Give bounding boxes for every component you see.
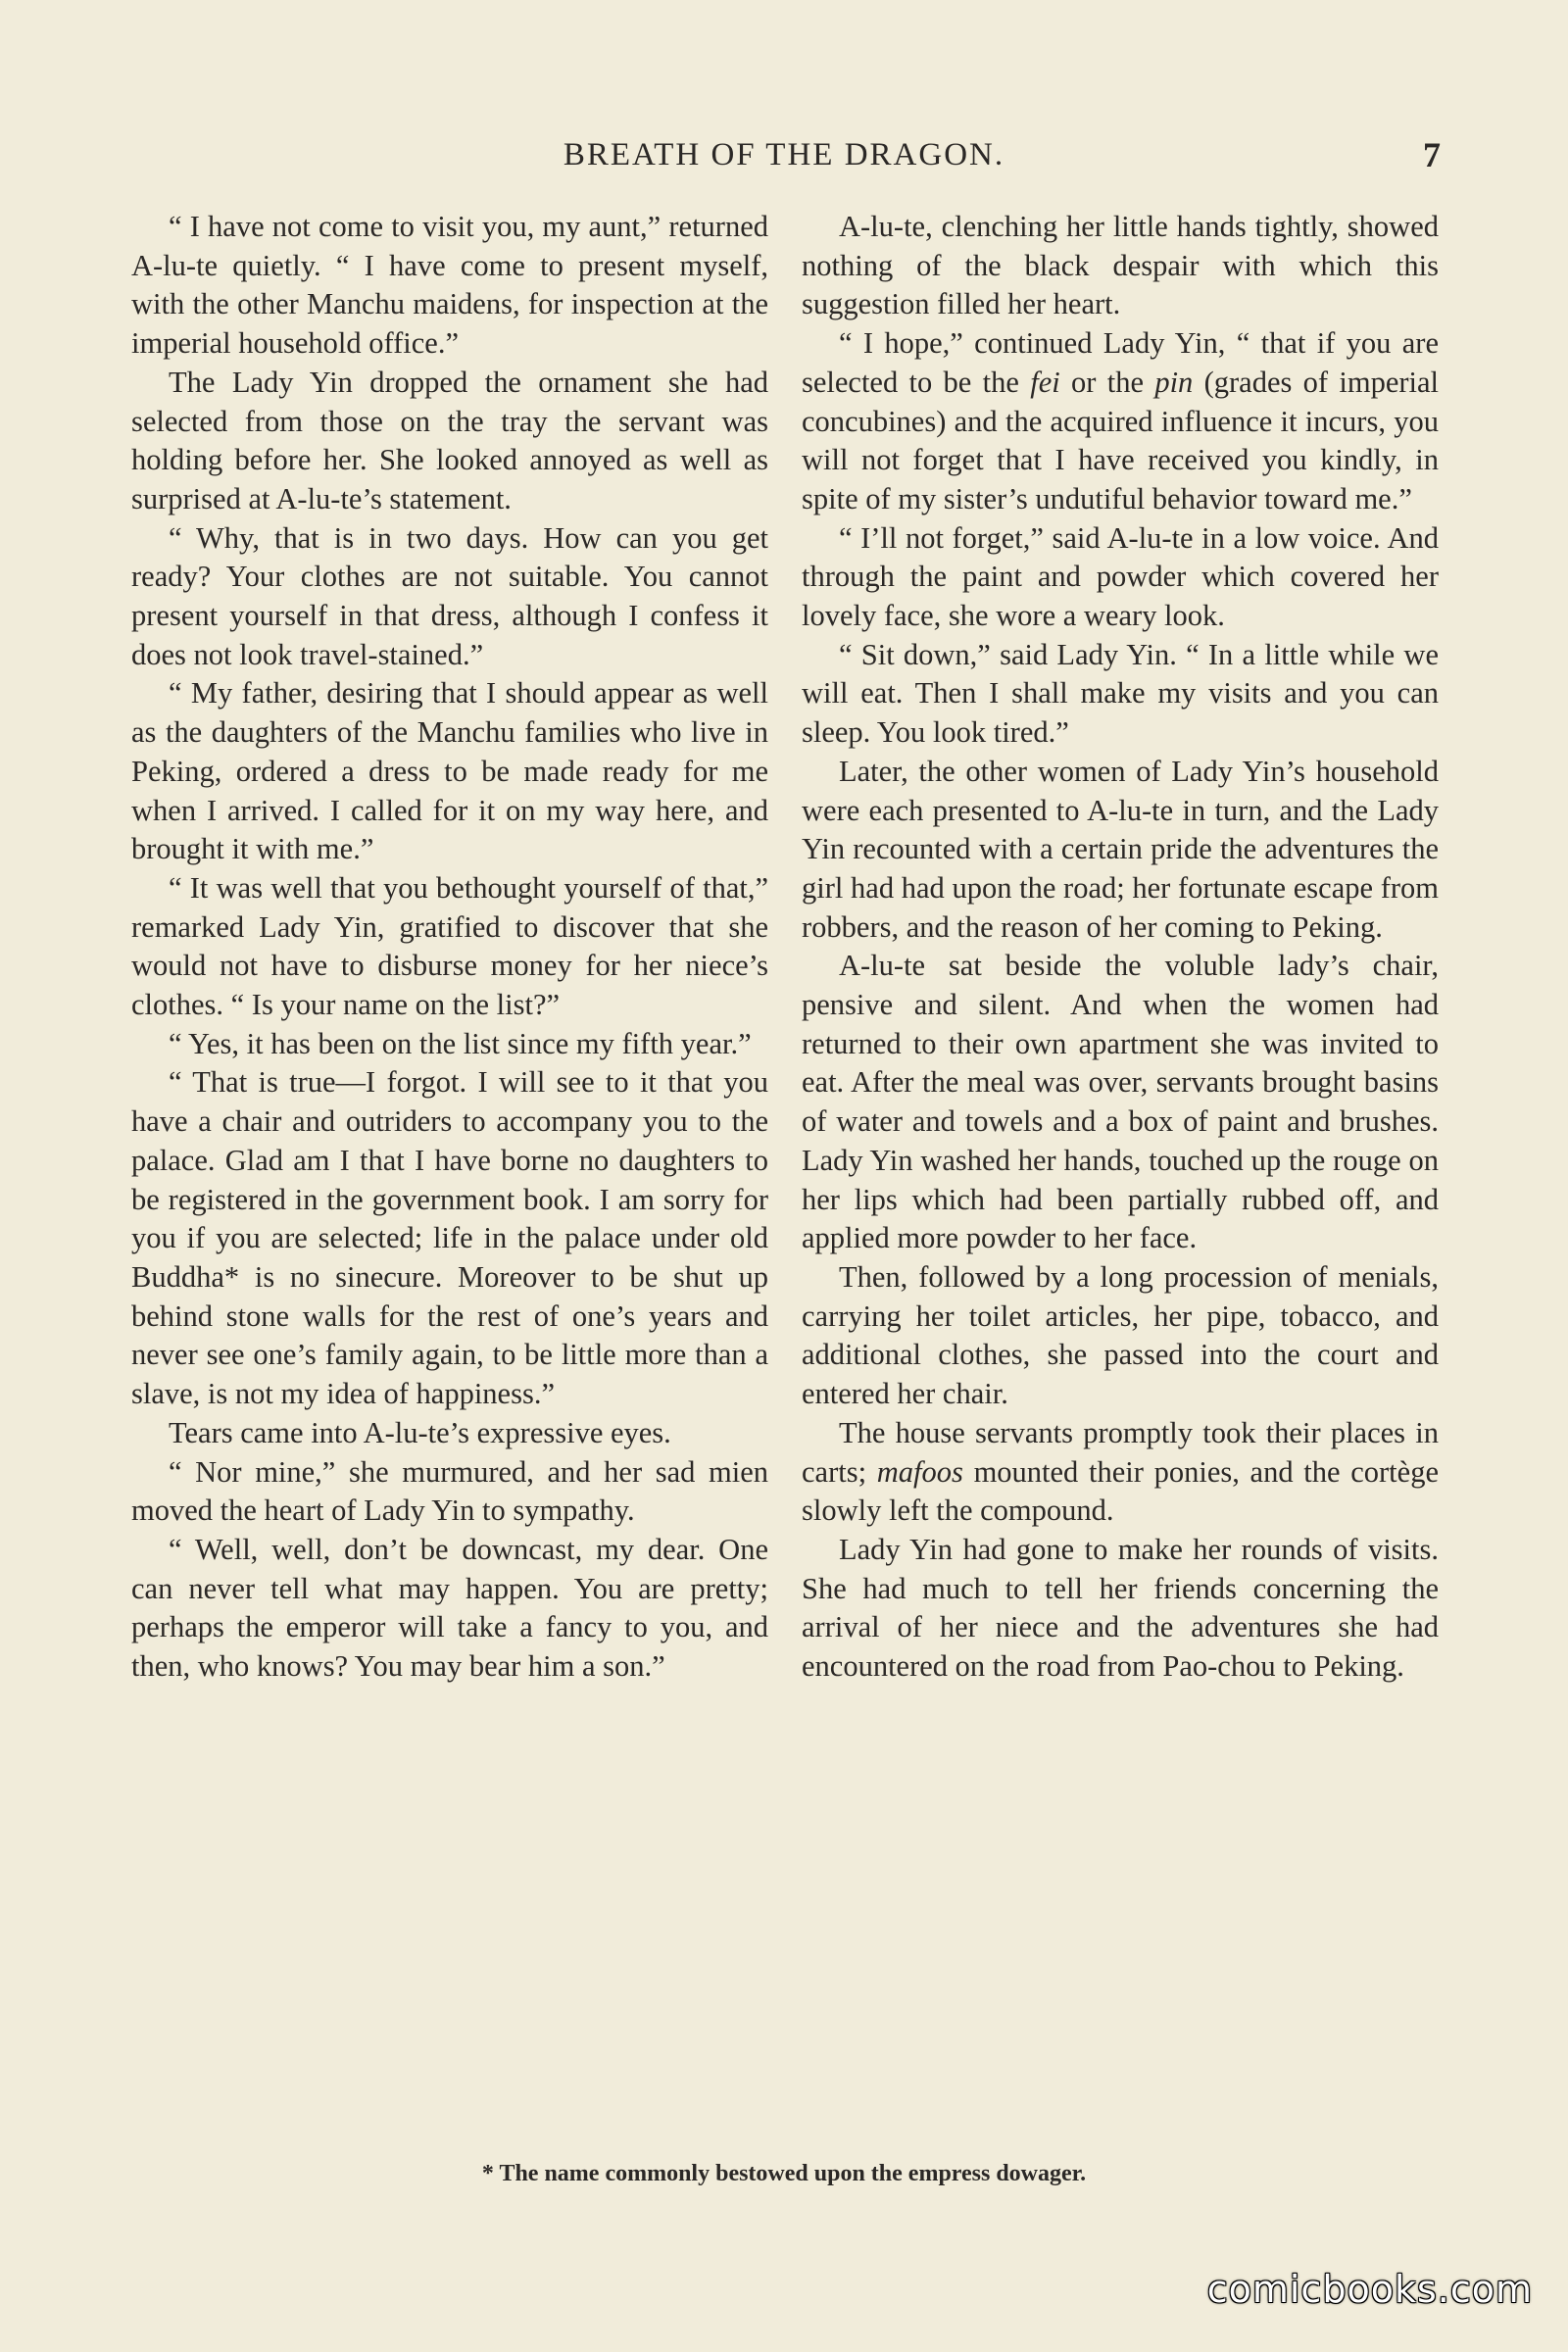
italic-term: pin: [1154, 365, 1194, 399]
paragraph: Later, the other women of Lady Yin’s household were each presented to A-lu-te in turn, and the Lady Yin recounted with a certain pride the adventures the girl had had upon the road; her fortunate escape from robbers, and the reason of her coming to Peking.: [802, 754, 1439, 944]
paragraph: Lady Yin had gone to make her rounds of visits. She had much to tell her friends concerning the arrival of her niece and the adventures she had encountered on the road from Pao-chou to Peking.: [802, 1532, 1439, 1684]
running-title: BREATH OF THE DRAGON.: [563, 137, 1005, 172]
paragraph: A-lu-te, clenching her little hands tightly, showed nothing of the black despair with which this suggestion filled her heart.: [802, 210, 1439, 321]
text-run: The house servants promptly took their places in carts;: [802, 1415, 1439, 1489]
paragraph: “ Sit down,” said Lady Yin. “ In a little while we will eat. Then I shall make my visits and you can sleep. You look tired.”: [802, 637, 1439, 750]
paragraph: “ Yes, it has been on the list since my fifth year.”: [169, 1026, 752, 1060]
paragraph: “ That is true—I forgot. I will see to it that you have a chair and outriders to accompany you to the palace. Glad am I that I have borne no daughters to be registered in the government book. I am sorry for you if you are selected; life in the palace under old Buddha* is no sinecure. Moreover to be shut up behind stone walls for the rest of one’s years and never see one’s family again, to be little more than a slave, is not my idea of happiness.”: [131, 1065, 768, 1411]
watermark: comicbooks.com: [1206, 2268, 1533, 2311]
text-run: mounted their ponies, and the cortège slowly left the compound.: [802, 1454, 1439, 1528]
paragraph: A-lu-te sat beside the voluble lady’s chair, pensive and silent. And when the women had returned to their own apartment she was invited to eat. After the meal was over, servants brought basins of water and towels and a box of paint and brushes. Lady Yin washed her hands, touched up the rouge on her lips which had been partially rubbed off, and applied more powder to her face.: [802, 949, 1439, 1255]
footnote: * The name commonly bestowed upon the empress dowager.: [481, 2161, 1087, 2186]
right-column: [802, 208, 1439, 2153]
paragraph: “ I’ll not forget,” said A-lu-te in a low voice. And through the paint and powder which covered her lovely face, she wore a weary look.: [802, 520, 1439, 633]
paragraph: “ It was well that you bethought yourself of that,” remarked Lady Yin, gratified to discover that she would not have to disburse money for her niece’s clothes. “ Is your name on the list?”: [131, 870, 768, 1022]
paragraph: The Lady Yin dropped the ornament she had selected from those on the tray the servant was holding before her. She looked annoyed as well as surprised at A-lu-te’s statement.: [131, 365, 768, 515]
text-run: or the: [1059, 365, 1155, 399]
paragraph: “ Why, that is in two days. How can you get ready? Your clothes are not suitable. You cannot present yourself in that dress, although I confess it does not look travel-stained.”: [131, 520, 768, 671]
paragraph: [802, 1414, 1439, 1531]
left-column: [131, 208, 768, 2153]
paragraph: “ My father, desiring that I should appear as well as the daughters of the Manchu families who live in Peking, ordered a dress to be made ready for me when I arrived. I called for it on my way here, and brought it with me.”: [131, 676, 768, 866]
text-run: “ I hope,” continued Lady Yin, “ that if you are selected to be the: [802, 326, 1439, 399]
paragraph: Tears came into A-lu-te’s expressive eyes.: [169, 1415, 671, 1449]
paragraph: [802, 324, 1439, 519]
italic-term: fei: [1030, 365, 1060, 399]
page-number: 7: [1423, 135, 1441, 174]
paragraph: “ Well, well, don’t be downcast, my dear. One can never tell what may happen. You are pretty; perhaps the emperor will take a fancy to you, and then, who knows? You may bear him a son.”: [131, 1532, 768, 1684]
paragraph: Then, followed by a long procession of menials, carrying her toilet articles, her pipe, tobacco, and additional clothes, she passed into the court and entered her chair.: [802, 1259, 1439, 1411]
text-run: (grades of imperial concubines) and the acquired influence it incurs, you will not forget that I have received you kindly, in spite of my sister’s undutiful behavior toward me.”: [802, 365, 1440, 515]
italic-term: mafoos: [876, 1454, 963, 1489]
paragraph: “ I have not come to visit you, my aunt,” returned A-lu-te quietly. “ I have come to present myself, with the other Manchu maidens, for inspection at the imperial household office.”: [131, 210, 768, 361]
paragraph: “ Nor mine,” she murmured, and her sad mien moved the heart of Lady Yin to sympathy.: [131, 1454, 768, 1528]
running-head: [0, 131, 1568, 178]
